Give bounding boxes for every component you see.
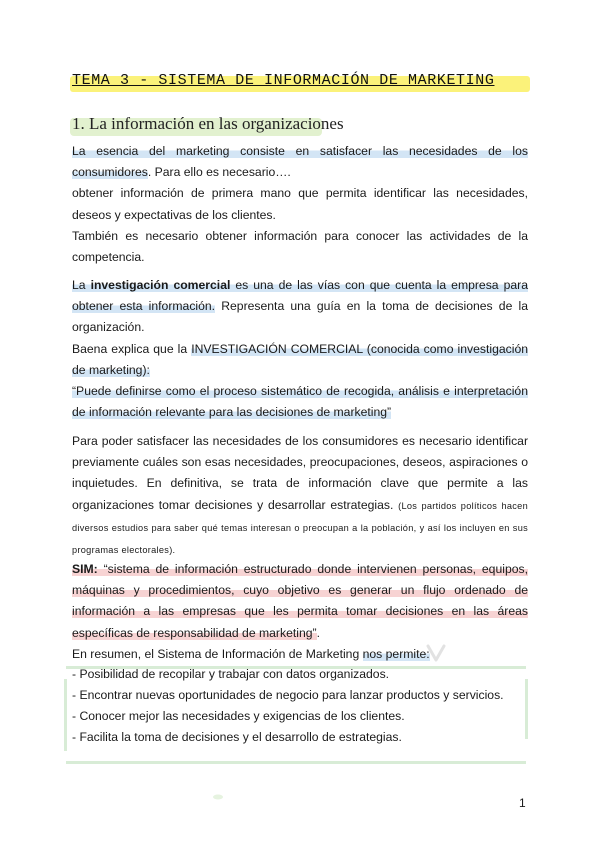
list-item: - Facilita la toma de decisiones y el desarrollo de estrategias. <box>72 730 402 744</box>
faint-mark-icon <box>210 792 226 802</box>
highlighted-sentence: La esencia del marketing consiste en satisfacer las necesidades de los consumidores <box>72 144 528 180</box>
document-title <box>72 70 530 94</box>
highlighted-sentence <box>72 562 528 640</box>
text-span: La <box>72 278 91 292</box>
text-span: es una de las vías con que cuenta la empresa para obtener esta información. <box>72 278 528 314</box>
text-span: . Para ello es necesario…. <box>147 165 291 180</box>
section-heading-text: 1. La información en las organizaciones <box>72 114 344 133</box>
text-span: Representa una guía en la toma de decisiones de la organización. <box>72 299 528 335</box>
hand-drawn-arrow-icon <box>425 644 447 664</box>
paragraph-market-research <box>72 275 528 423</box>
paragraph-needs <box>72 431 528 561</box>
text-span: Baena explica que la <box>72 341 192 356</box>
list-item: - Posibilidad de recopilar y trabajar con datos organizados. <box>72 667 390 681</box>
highlighted-term: INVESTIGACIÓN COMERCIAL (conocida como investigación de marketing): <box>72 341 528 377</box>
page-number: 1 <box>519 796 526 810</box>
highlighted-term: nos permite: <box>362 646 430 661</box>
paragraph-marketing-essence <box>72 141 528 268</box>
text-span: obtener información de primera mano que permita identificar las necesidades, deseos y expectativas de los clientes. <box>72 186 528 222</box>
list-item: - Encontrar nuevas oportunidades de negocio para lanzar productos y servicios. <box>72 688 504 702</box>
paragraph-sim <box>72 559 528 665</box>
text-span: Para poder satisfacer las necesidades de los consumidores es necesario identificar previamente cuáles son esas necesidades, preocupaciones, deseos, aspiraciones o inquietudes. En definitiva, se trata de información clave que permite a las organizaciones tomar decisiones y desarrollar estrategias. <box>72 434 528 512</box>
text-span: “sistema de información estructurado donde intervienen personas, equipos, máquinas y procedimientos, cuyo objetivo es generar un flujo ordenado de información a las empresas que les permita tomar decisiones en las áreas específicas de responsabilidad de marketing” <box>72 562 528 640</box>
text-span: En resumen, el Sistema de Información de Marketing <box>72 646 363 661</box>
bold-term: investigación comercial <box>90 278 231 292</box>
text-span: También es necesario obtener información para conocer las actividades de la competencia. <box>72 228 528 265</box>
document-title-text: TEMA 3 - SISTEMA DE INFORMACIÓN DE MARKETING <box>72 72 495 89</box>
bold-term: SIM: <box>72 562 98 576</box>
example-note: (Los partidos políticos hacen diversos estudios para saber qué temas interesan o preocupan a la población, y así los incluyen en sus programas electorales). <box>72 500 528 556</box>
list-item: - Conocer mejor las necesidades y exigencias de los clientes. <box>72 709 405 723</box>
definition-quote: “Puede definirse como el proceso sistemático de recogida, análisis e interpretación de información relevante para las decisiones de marketing” <box>72 384 528 420</box>
text-span: . <box>316 625 320 640</box>
benefits-list <box>72 664 528 748</box>
